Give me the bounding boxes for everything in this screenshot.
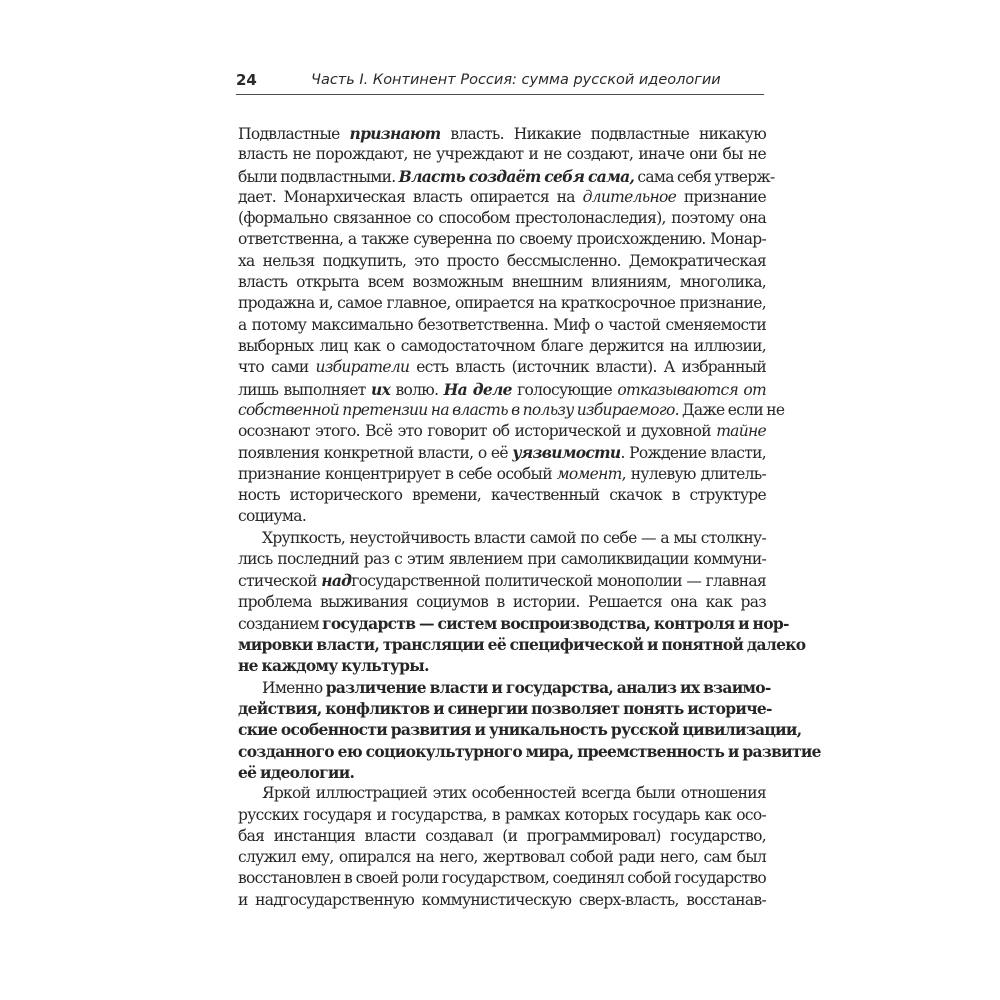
running-header — [236, 70, 764, 94]
text-line — [238, 847, 766, 868]
bold-italic-emphasis: Власть создаёт себя сама, — [398, 166, 635, 186]
text-line — [238, 868, 766, 889]
text-run: Яркой иллюстрацией этих особенностей всегда были отношения — [262, 784, 766, 803]
bold-emphasis: не каждому культуры. — [238, 656, 429, 676]
text-run: что сами — [238, 358, 316, 377]
text-run: а потому максимально безответственна. Миф о частой сменяемости — [238, 315, 766, 334]
text-line — [238, 762, 766, 783]
text-run: лись последний раз с этим явлением при самоликвидации коммуни- — [238, 549, 766, 568]
text-line — [238, 890, 766, 911]
text-run: лишь выполняет — [238, 380, 372, 399]
text-line — [238, 485, 766, 506]
italic-emphasis: момент — [556, 464, 622, 483]
italic-emphasis: длительное — [582, 187, 677, 206]
text-line — [238, 293, 766, 314]
text-line — [238, 123, 766, 144]
text-line — [238, 805, 766, 826]
text-line — [238, 442, 766, 463]
text-run: признание — [676, 187, 766, 206]
text-run: Подвластные — [238, 125, 350, 143]
bold-emphasis: государств — систем воспроизводства, контроля и нор- — [322, 613, 789, 633]
text-line — [238, 144, 766, 165]
text-run: ность исторического времени, качественный скачок в структуре — [238, 486, 766, 505]
text-run: (формально связанное со способом престолонаследия), поэтому она — [238, 209, 766, 228]
header-rule — [236, 94, 764, 95]
text-run: и надгосударственную коммунистическую сверх-власть, восстанав- — [238, 890, 766, 909]
text-run: проблема выживания социумов в истории. Решается она как раз — [238, 592, 766, 611]
text-line — [238, 528, 766, 549]
text-run: сама себя утверж- — [634, 167, 775, 186]
text-run: дает. Монархическая власть опирается на — [238, 187, 583, 206]
italic-emphasis: отказываются от — [617, 380, 767, 399]
text-run: государственной политической монополии — главная — [351, 572, 766, 591]
running-title: Часть I. Континент Россия: сумма русской идеологии — [311, 72, 721, 88]
text-run: выборных лиц как о самодостаточном благе держится на иллюзии, — [238, 336, 766, 355]
text-line — [238, 826, 766, 847]
text-run: власть. Никакие подвластные никакую — [440, 125, 766, 143]
text-run: власть открыта всем возможным внешним влияниям, многолика, — [238, 273, 766, 292]
page-number: 24 — [236, 71, 257, 89]
text-run: продажна и, самое главное, опирается на краткосрочное признание, — [238, 294, 766, 313]
text-line — [238, 698, 772, 719]
bold-italic-emphasis: признают — [349, 124, 441, 143]
text-run: . Рождение власти, — [620, 444, 766, 463]
bold-italic-emphasis: их — [371, 379, 391, 399]
italic-emphasis: избиратели — [315, 358, 410, 377]
italic-emphasis: тайне — [716, 422, 766, 441]
text-line — [238, 272, 766, 293]
text-run: власть не порождают, не учреждают и не создают, иначе они бы не — [238, 145, 766, 164]
text-line — [238, 549, 766, 570]
text-run: голосующие — [511, 380, 618, 399]
italic-emphasis: собственной претензии на власть в пользу избираемого — [238, 400, 675, 419]
text-run: осознают этого. Всё это говорит об исторической и духовной — [238, 422, 717, 441]
text-line — [238, 208, 766, 229]
text-line — [238, 783, 766, 804]
text-line — [238, 634, 806, 655]
text-run: социума. — [238, 507, 307, 526]
bold-italic-emphasis: уязвимости — [512, 443, 621, 463]
bold-emphasis: созданного ею социокультурного мира, преемственность и развитие — [238, 741, 821, 761]
text-line — [238, 613, 789, 634]
text-line — [238, 506, 766, 527]
bold-emphasis: различение власти и государства, анализ их взаимо- — [325, 677, 771, 697]
text-run: были подвластными. — [238, 167, 399, 186]
text-run: русских государя и государства, в рамках которых государь как осо- — [238, 805, 766, 824]
body-text — [238, 123, 821, 911]
bold-emphasis: ские особенности развития и уникальность русской цивилизации, — [238, 720, 802, 740]
text-line — [238, 379, 766, 400]
text-line — [238, 315, 766, 336]
bold-emphasis: действия, конфликтов и синергии позволяет понять историче- — [238, 699, 772, 719]
text-run: волю. — [390, 380, 444, 399]
text-line — [238, 741, 821, 762]
text-run: бая инстанция власти создавал (и программировал) государство, — [238, 826, 766, 845]
text-line — [238, 719, 802, 740]
text-run: , нулевую длитель- — [621, 464, 766, 483]
text-line — [238, 229, 766, 250]
text-line — [238, 400, 785, 421]
text-line — [238, 421, 766, 442]
text-run: Именно — [262, 678, 326, 697]
text-run: ответственна, а также суверенна по своему происхождению. Монар- — [238, 230, 766, 249]
text-line — [238, 677, 771, 698]
text-run: служил ему, опирался на него, жертвовал собой ради него, сам был — [238, 848, 766, 867]
text-line — [238, 464, 766, 485]
text-run: Хрупкость, неустойчивость власти самой по себе — а мы столкну- — [262, 528, 766, 547]
text-run: есть власть (источник власти). А избранный — [409, 358, 766, 377]
text-run: восстановлен в своей роли государством, соединял собой государство — [238, 869, 766, 888]
text-line — [238, 166, 775, 187]
bold-italic-emphasis: над — [321, 571, 352, 591]
text-run: созданием — [238, 614, 323, 633]
text-run: признание концентрирует в себе особый — [238, 464, 557, 483]
text-line — [238, 570, 766, 591]
text-run: стической — [238, 572, 322, 591]
text-line — [238, 655, 766, 676]
bold-italic-emphasis: На деле — [443, 379, 512, 399]
text-run: . Даже если не — [674, 400, 785, 419]
text-line — [238, 357, 766, 378]
text-run: ха нельзя подкупить, это просто бессмысленно. Демократическая — [238, 251, 766, 270]
text-line — [238, 251, 766, 272]
text-line — [238, 336, 766, 357]
text-run: появления конкретной власти, о её — [238, 444, 513, 463]
bold-emphasis: её идеологии. — [238, 762, 355, 782]
bold-emphasis: мировки власти, трансляции её специфической и понятной далеко — [238, 635, 806, 655]
text-line — [238, 187, 766, 208]
text-line — [238, 592, 766, 613]
